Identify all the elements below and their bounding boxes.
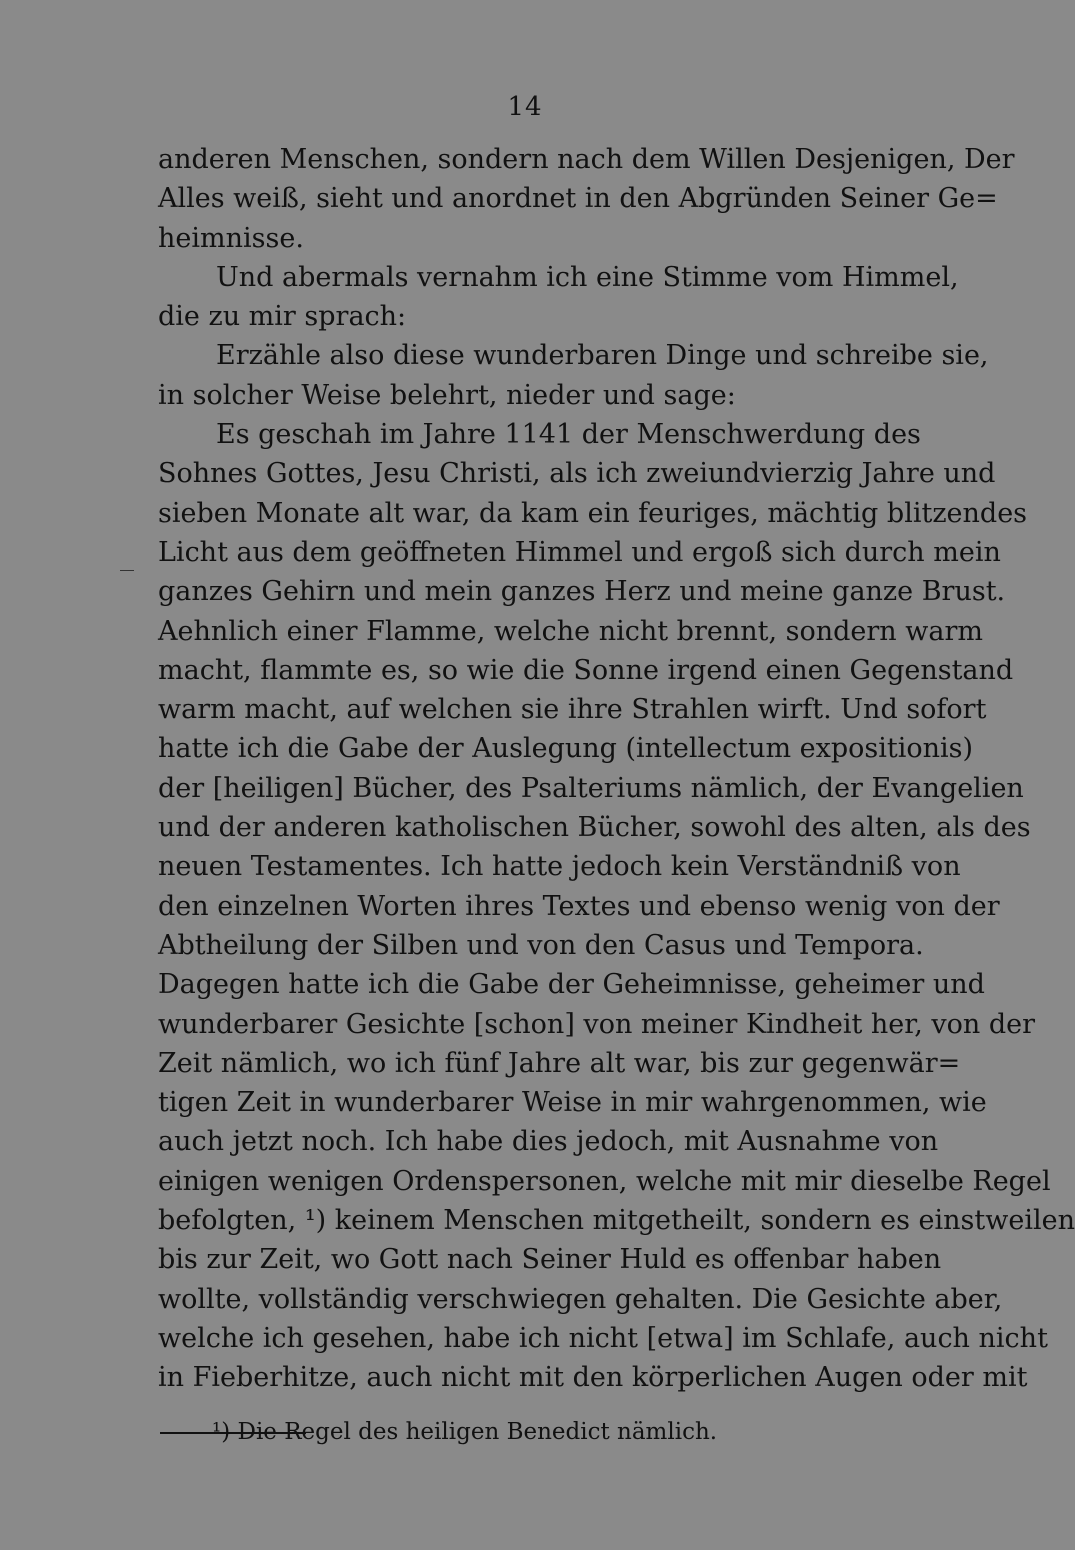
text-line: die zu mir sprach: — [158, 301, 407, 333]
text-line: Es geschah im Jahre 1141 der Menschwerdung des — [216, 419, 921, 451]
text-line: den einzelnen Worten ihres Textes und ebenso wenig von der — [158, 890, 1000, 922]
text-line: ganzes Gehirn und mein ganzes Herz und meine ganze Brust. — [158, 576, 1006, 608]
footnote-text: Die Regel des heiligen Benedict nämlich. — [237, 1419, 718, 1445]
text-line: Abtheilung der Silben und von den Casus und Tempora. — [158, 929, 924, 961]
text-line: welche ich gesehen, habe ich nicht [etwa] im Schlafe, auch nicht — [158, 1322, 1048, 1354]
text-line: Und abermals vernahm ich eine Stimme vom Himmel, — [216, 261, 959, 293]
text-line: Aehnlich einer Flamme, welche nicht brennt, sondern warm — [158, 615, 983, 647]
text-line: wunderbarer Gesichte [schon] von meiner Kindheit her, von der — [158, 1008, 1036, 1040]
text-line: befolgten, ¹) keinem Menschen mitgetheilt, sondern es einstweilen — [158, 1205, 1075, 1237]
text-line: und der anderen katholischen Bücher, sowohl des alten, als des — [158, 812, 1031, 844]
text-line: warm macht, auf welchen sie ihre Strahlen wirft. Und sofort — [158, 694, 987, 726]
body-text — [158, 140, 1075, 1398]
text-line: heimnisse. — [158, 222, 304, 254]
text-line: Zeit nämlich, wo ich fünf Jahre alt war, bis zur gegenwär= — [158, 1047, 961, 1079]
text-line: anderen Menschen, sondern nach dem Willen Desjenigen, Der — [158, 144, 1015, 175]
text-line: bis zur Zeit, wo Gott nach Seiner Huld es offenbar haben — [158, 1244, 942, 1276]
text-line: in Fieberhitze, auch nicht mit den körperlichen Augen oder mit — [158, 1362, 1028, 1394]
footnote-marker: ¹) — [212, 1419, 231, 1445]
text-line: der [heiligen] Bücher, des Psalteriums nämlich, der Evangelien — [158, 772, 1024, 804]
text-line: Alles weiß, sieht und anordnet in den Abgründen Seiner Ge= — [158, 183, 998, 215]
text-line: tigen Zeit in wunderbarer Weise in mir wahrgenommen, wie — [158, 1087, 987, 1119]
text-line: Erzähle also diese wunderbaren Dinge und schreibe sie, — [216, 340, 989, 372]
text-line: Dagegen hatte ich die Gabe der Geheimnisse, geheimer und — [158, 969, 985, 1001]
text-line: Licht aus dem geöffneten Himmel und ergoß sich durch mein — [158, 536, 1001, 568]
text-line: wollte, vollständig verschwiegen gehalten. Die Gesichte aber, — [158, 1283, 1003, 1315]
text-line: in solcher Weise belehrt, nieder und sage: — [158, 379, 736, 411]
text-line: sieben Monate alt war, da kam ein feuriges, mächtig blitzendes — [158, 497, 1028, 529]
margin-mark — [120, 570, 134, 571]
text-line: auch jetzt noch. Ich habe dies jedoch, mit Ausnahme von — [158, 1126, 939, 1158]
page-number: 14 — [507, 92, 543, 122]
footnote — [212, 1415, 717, 1449]
text-line: Sohnes Gottes, Jesu Christi, als ich zweiundvierzig Jahre und — [158, 458, 996, 490]
text-line: neuen Testamentes. Ich hatte jedoch kein Verständniß von — [158, 851, 961, 883]
text-line: macht, flammte es, so wie die Sonne irgend einen Gegenstand — [158, 654, 1014, 686]
text-line: einigen wenigen Ordenspersonen, welche mit mir dieselbe Regel — [158, 1165, 1051, 1197]
text-line: hatte ich die Gabe der Auslegung (intellectum expositionis) — [158, 733, 974, 765]
